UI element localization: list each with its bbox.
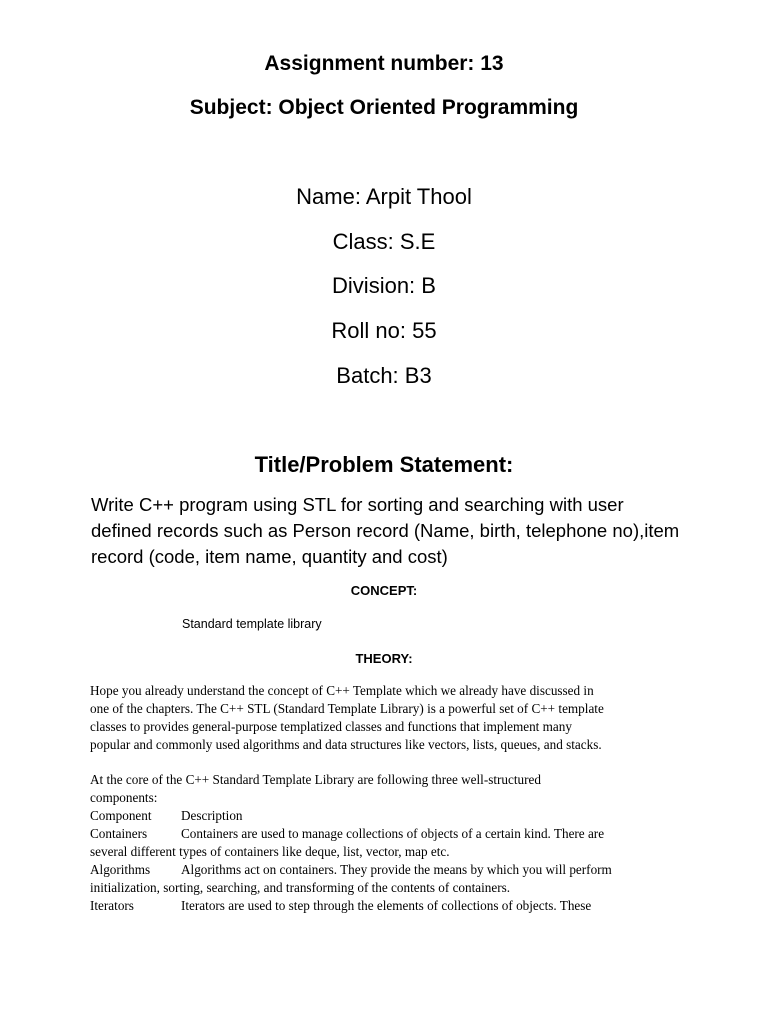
theory-para1-line2: one of the chapters. The C++ STL (Standard Template Library) is a powerful set of C++ template: [90, 701, 604, 716]
student-class: Class: S.E: [332, 229, 436, 254]
theory-components: [90, 771, 690, 915]
containers-row: [90, 825, 690, 843]
student-roll: Roll no: 55: [331, 318, 437, 343]
problem-statement: [91, 492, 691, 570]
problem-line-1: Write C++ program using STL for sorting and searching with user: [91, 494, 624, 515]
component-table-header: [90, 807, 690, 825]
algorithms-description: Algorithms act on containers. They provide the means by which you will perform: [181, 862, 612, 877]
header-component: Component: [90, 808, 152, 823]
student-division: Division: B: [332, 273, 436, 298]
theory-para1-line1: Hope you already understand the concept of C++ Template which we already have discussed in: [90, 683, 594, 698]
iterators-description: Iterators are used to step through the elements of collections of objects. These: [181, 898, 592, 913]
assignment-number: Assignment number: 13: [264, 52, 504, 75]
iterators-row: [90, 897, 690, 915]
containers-description-line2: several different types of containers like deque, list, vector, map etc.: [90, 844, 450, 859]
subject-heading: Subject: Object Oriented Programming: [189, 96, 579, 119]
concept-text: Standard template library: [182, 617, 322, 631]
theory-para1-line4: popular and commonly used algorithms and data structures like vectors, lists, queues, and stacks.: [90, 737, 602, 752]
student-name: Name: Arpit Thool: [296, 184, 472, 209]
containers-label: Containers: [90, 826, 148, 841]
algorithms-label: Algorithms: [90, 862, 151, 877]
theory-heading: THEORY:: [355, 651, 413, 666]
header-description: Description: [181, 808, 243, 823]
theory-para1-line3: classes to provides general-purpose templatized classes and functions that implement many: [90, 719, 572, 734]
theory-para2-line1: At the core of the C++ Standard Template Library are following three well-structured: [90, 772, 541, 787]
problem-line-3: record (code, item name, quantity and cost): [91, 546, 448, 567]
problem-title: Title/Problem Statement:: [254, 452, 514, 477]
problem-line-2: defined records such as Person record (Name, birth, telephone no),item: [91, 520, 680, 541]
algorithms-description-line2: initialization, sorting, searching, and transforming of the contents of containers.: [90, 880, 511, 895]
theory-para2-line2: components:: [90, 790, 158, 805]
containers-description: Containers are used to manage collections of objects of a certain kind. There are: [181, 826, 605, 841]
algorithms-row: [90, 861, 690, 879]
theory-body: [90, 682, 690, 754]
student-batch: Batch: B3: [336, 363, 432, 388]
concept-heading: CONCEPT:: [350, 583, 418, 598]
iterators-label: Iterators: [90, 898, 134, 913]
